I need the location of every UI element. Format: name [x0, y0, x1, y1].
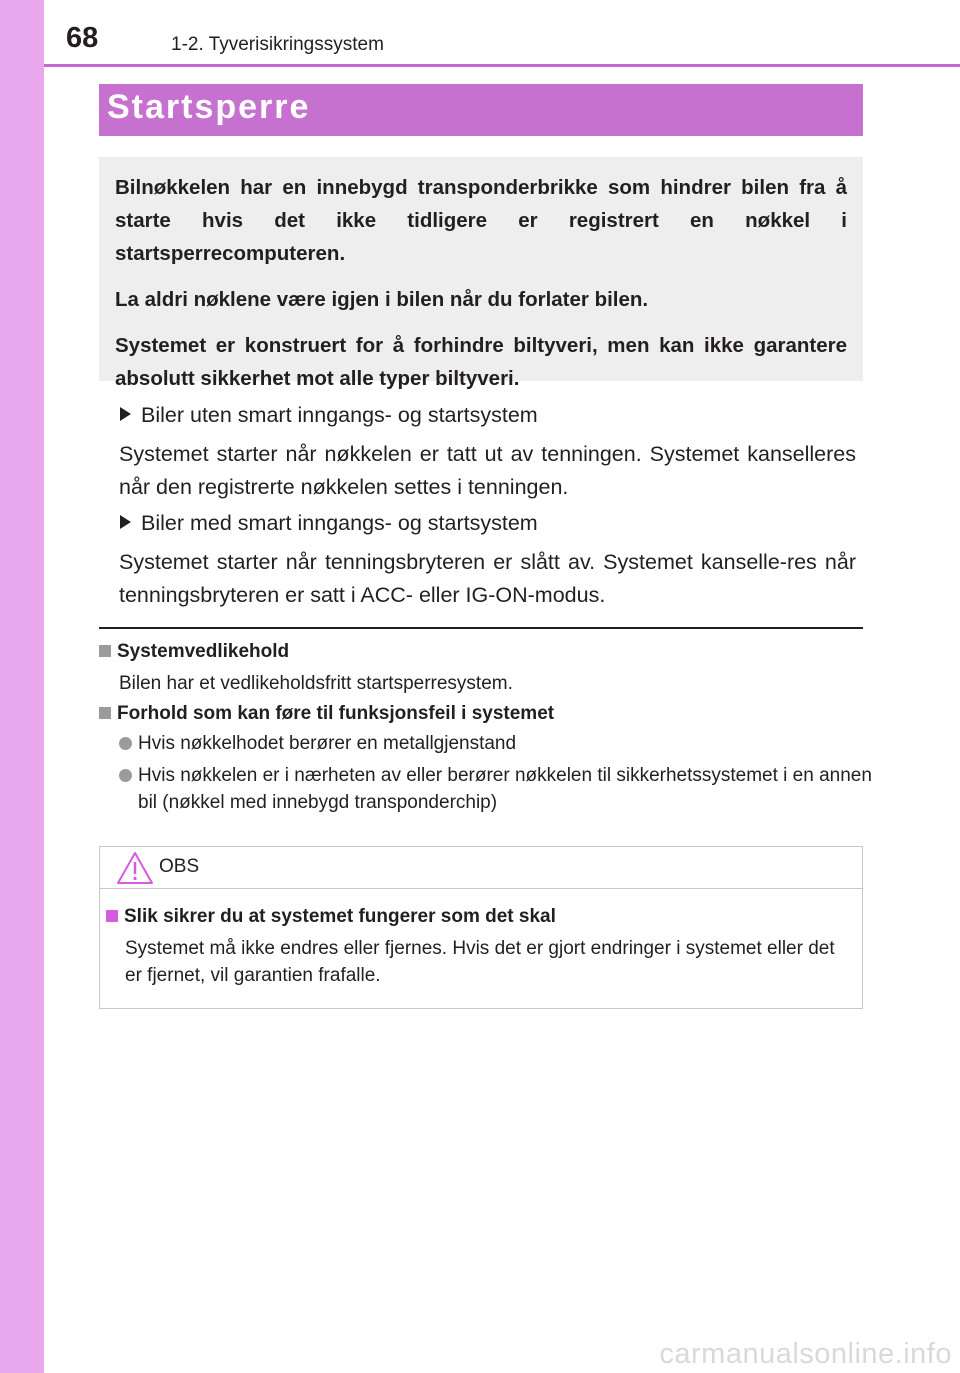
- intro-paragraph: La aldri nøklene være igjen i bilen når du forlater bilen.: [115, 288, 649, 311]
- warning-header: [100, 847, 862, 889]
- warning-label: OBS: [159, 856, 200, 877]
- note-text: Bilen har et vedlikeholdsfritt startsperresystem.: [119, 673, 513, 694]
- intro-box: [99, 157, 863, 390]
- intro-paragraph: Systemet er konstruert for å forhindre biltyveri, men kan ikke garantere absolutt sikkerhet mot alle typer biltyveri.: [115, 334, 847, 390]
- variant-text: Systemet starter når tenningsbryteren er slått av. Systemet kanselle-res når tenningsbryteren er satt i ACC- eller IG-ON-modus.: [119, 550, 856, 607]
- running-head: 1-2. Tyverisikringssystem: [171, 34, 384, 55]
- square-bullet-icon: [99, 645, 111, 657]
- variant-heading: Biler med smart inngangs- og startsystem: [120, 511, 538, 536]
- note-bullet: Hvis nøkkelhodet berører en metallgjenstand: [119, 730, 516, 757]
- square-bullet-icon: [106, 910, 118, 922]
- note-heading: Systemvedlikehold: [99, 641, 289, 663]
- square-bullet-icon: [99, 707, 111, 719]
- section-title-bar: [99, 84, 863, 136]
- warning-text: Systemet må ikke endres eller fjernes. Hvis det er gjort endringer i systemet eller det er fjernet, vil garantien frafalle.: [125, 938, 835, 986]
- intro-paragraph: Bilnøkkelen har en innebygd transponderbrikke som hindrer bilen fra å starte hvis det ikke tidligere er registrert en nøkkel i startsperrecomputeren.: [115, 176, 847, 265]
- header-rule: [44, 64, 960, 67]
- variant-text: Systemet starter når nøkkelen er tatt ut av tenningen. Systemet kanselleres når den registrerte nøkkelen settes i tenningen.: [119, 442, 856, 499]
- warning-triangle-icon: [116, 851, 154, 885]
- warning-title: Slik sikrer du at systemet fungerer som det skal: [106, 906, 556, 928]
- note-heading: Forhold som kan føre til funksjonsfeil i systemet: [99, 703, 554, 725]
- warning-box: [99, 846, 863, 1009]
- round-bullet-icon: [119, 769, 132, 782]
- triangle-bullet-icon: [120, 515, 131, 529]
- page-number: 68: [66, 22, 99, 54]
- section-divider: [99, 627, 863, 629]
- round-bullet-icon: [119, 737, 132, 750]
- triangle-bullet-icon: [120, 407, 131, 421]
- variant-heading: Biler uten smart inngangs- og startsystem: [120, 403, 538, 428]
- watermark: carmanualsonline.info: [659, 1338, 952, 1370]
- section-title: Startsperre: [107, 88, 311, 126]
- side-strip: [0, 0, 44, 1373]
- note-bullet: Hvis nøkkelen er i nærheten av eller berører nøkkelen til sikkerhetssystemet i en annen bil (nøkkel med innebygd transponderchip): [119, 762, 882, 816]
